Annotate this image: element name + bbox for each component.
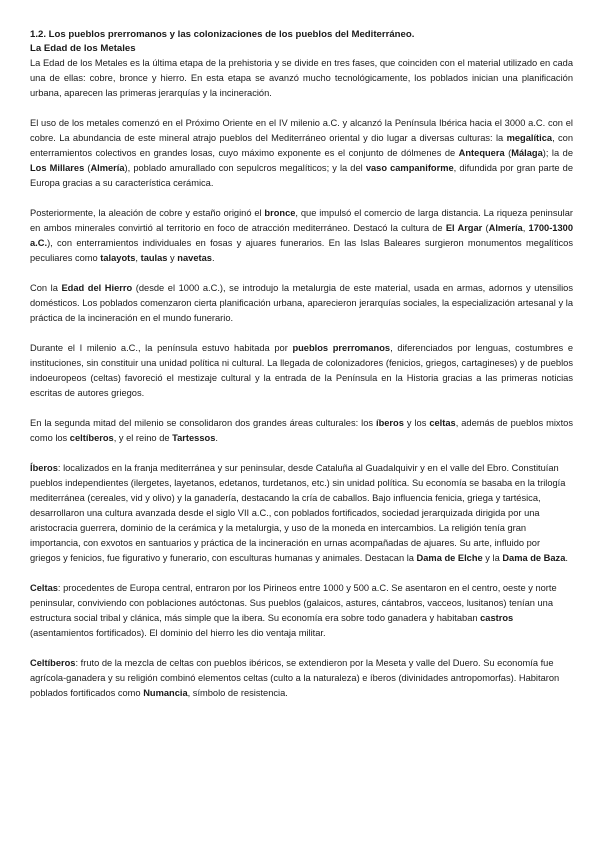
- text-run: ), con enterramientos individuales en fosas y ajuares funerarios. En las Islas Baleares surgieron monumentos megalíticos peculiares como: [30, 238, 573, 263]
- paragraph-iberos: [30, 461, 573, 566]
- bold-term: Edad del Hierro: [61, 283, 133, 293]
- bold-term: Dama de Elche: [416, 553, 483, 563]
- text-run: (desde el 1000 a.C.), se introdujo la metalurgia de este material, usada en armas, adornos y utensilios domésticos. Los poblados comenzaron cierta planificación urbana, aparecieron jerarquías sociales, la especialización artesanal y la práctica de la incineración en el mundo funerario.: [30, 283, 573, 323]
- text-run: La Edad de los Metales es la última etapa de la prehistoria y se divide en tres fases, que coinciden con el material utilizado en cada una de ellas: cobre, bronce y hierro. En esta etapa se avanzó mucho tecnológicamente, los poblados inician una planificación urbana, aparecen las primeras jerarquías y la incineración.: [30, 58, 573, 98]
- bold-term: Celtas: [30, 583, 58, 593]
- text-run: , difundida por gran parte de Europa gracias a su característica cerámica.: [30, 163, 574, 188]
- subsection-title: La Edad de los Metales: [30, 43, 136, 54]
- text-run: , con enterramientos colectivos en grandes losas, cuyo máximo exponente es el conjunto de dólmenes de: [30, 133, 573, 158]
- bold-term: Los Millares: [30, 163, 85, 173]
- bold-term: Almería: [488, 223, 523, 233]
- text-run: El uso de los metales comenzó en el Próximo Oriente en el IV milenio a.C. y alcanzó la Península Ibérica hacia el 3000 a.C. con el cobre. La abundancia de este mineral atrajo pueblos del Mediterráneo oriental y dio lugar a diversas culturas: la: [30, 118, 573, 143]
- section-title: 1.2. Los pueblos prerromanos y las colonizaciones de los pueblos del Mediterráneo.: [30, 29, 415, 40]
- bold-term: navetas: [177, 253, 212, 263]
- bold-term: íberos: [376, 418, 404, 428]
- bold-term: taulas: [140, 253, 168, 263]
- text-run: , además de pueblos mixtos como los: [30, 418, 573, 443]
- text-run: : procedentes de Europa central, entraron por los Pirineos entre 1000 y 500 a.C. Se asentaron en el centro, oeste y norte peninsular, conviviendo con poblaciones autóctonas. Sus pueblos (galaicos, astures, cántabros, vacceos, lusitanos) tenían una estructura social tribal y clánica, más simple que la ibera. Su economía era sobre todo ganadera y habitaban: [30, 583, 557, 623]
- bold-term: Íberos: [30, 463, 58, 473]
- paragraph-copper: [30, 116, 573, 191]
- bold-term: vaso campaniforme: [365, 163, 454, 173]
- text-run: ,: [135, 253, 141, 263]
- paragraph-cultural-areas: [30, 416, 573, 446]
- bold-term: Málaga: [511, 148, 543, 158]
- bold-term: Dama de Baza: [502, 553, 566, 563]
- text-run: Posteriormente, la aleación de cobre y estaño originó el: [30, 208, 265, 218]
- text-run: : fruto de la mezcla de celtas con pueblos ibéricos, se extendieron por la Meseta y valle del Duero. Su economía fue agrícola-ganadera y su religión combinó elementos celtas (culto a la naturaleza) e íberos (divinidades antropomorfas). Habitaron poblados fortificados como: [30, 658, 560, 698]
- text-run: Durante el I milenio a.C., la península estuvo habitada por: [30, 343, 293, 353]
- bold-term: 1700-1300 a.C.: [30, 223, 573, 248]
- text-run: y: [167, 253, 178, 263]
- bold-term: pueblos prerromanos: [292, 343, 391, 353]
- paragraph-pre-roman-peoples: [30, 341, 573, 401]
- bold-term: celtíberos: [69, 433, 114, 443]
- text-run: , símbolo de resistencia.: [187, 688, 288, 698]
- text-run: (asentamientos fortificados). El dominio del hierro les dio ventaja militar.: [30, 628, 326, 638]
- bold-term: megalítica: [506, 133, 553, 143]
- text-run: (: [482, 223, 489, 233]
- text-run: .: [211, 253, 215, 263]
- bold-term: Almería: [90, 163, 125, 173]
- bold-term: Numancia: [143, 688, 188, 698]
- text-run: y la: [482, 553, 503, 563]
- paragraph-bronze: [30, 206, 573, 266]
- bold-term: talayots: [100, 253, 136, 263]
- text-run: ,: [522, 223, 529, 233]
- paragraph-celtas: [30, 581, 573, 641]
- text-run: y los: [403, 418, 430, 428]
- text-run: : localizados en la franja mediterránea y sur peninsular, desde Cataluña al Guadalquivir y en el valle del Ebro. Constituían pueblos independientes (ilergetes, layetanos, edetanos, turdetanos, etc.) sin unidad política. Su economía se basaba en la trilogía mediterránea (cereales, vid y olivo) y la ganadería, destacando la cría de caballos. Bajo influencia fenicia, griega y tartésica, desarrollaron una cultura avanzada desde el siglo VII a.C., con poblados fortificados, sociedad jerarquizada dirigida por una aristocracia guerrera, dominio de la cerámica y la metalurgia, y uso de la moneda en intercambios. La religión tenía gran importancia, con exvotos en santuarios y práctica de la incineración en urnas acompañadas de ajuares. Su arte, influido por griegos y fenicios, fue figurativo y funerario, con esculturas humanas y animales. Destacan la: [30, 463, 566, 563]
- text-run: En la segunda mitad del milenio se consolidaron dos grandes áreas culturales: los: [30, 418, 376, 428]
- text-run: (: [84, 163, 91, 173]
- text-run: , que impulsó el comercio de larga distancia. La riqueza peninsular en ambos minerales convirtió al territorio en foco de atracción mediterráneo. Destacó la cultura de: [30, 208, 573, 233]
- bold-term: celtas: [429, 418, 456, 428]
- text-run: Con la: [30, 283, 62, 293]
- text-run: , diferenciados por lenguas, costumbres e instituciones, sin constituir una unidad política ni cultural. La llegada de colonizadores (fenicios, griegos, cartagineses) y de pueblos indoeuropeos (celtas) favoreció el mestizaje cultural y la entrada de la Península en la Historia gracias a las primeras noticias escritas de autores griegos.: [30, 343, 573, 398]
- bold-term: Antequera: [458, 148, 505, 158]
- bold-term: bronce: [264, 208, 296, 218]
- paragraph-celtiberos: [30, 656, 573, 701]
- bold-term: castros: [480, 613, 514, 623]
- text-run: .: [565, 553, 568, 563]
- text-run: , y el reino de: [113, 433, 173, 443]
- bold-term: El Argar: [445, 223, 483, 233]
- paragraph-iron-age: [30, 281, 573, 326]
- paragraph-metals-intro: [30, 56, 573, 101]
- bold-term: Celtíberos: [30, 658, 76, 668]
- bold-term: Tartessos: [172, 433, 216, 443]
- text-run: ), poblado amurallado con sepulcros megalíticos; y la del: [124, 163, 366, 173]
- text-run: .: [215, 433, 218, 443]
- text-run: ); la de: [542, 148, 573, 158]
- text-run: (: [504, 148, 512, 158]
